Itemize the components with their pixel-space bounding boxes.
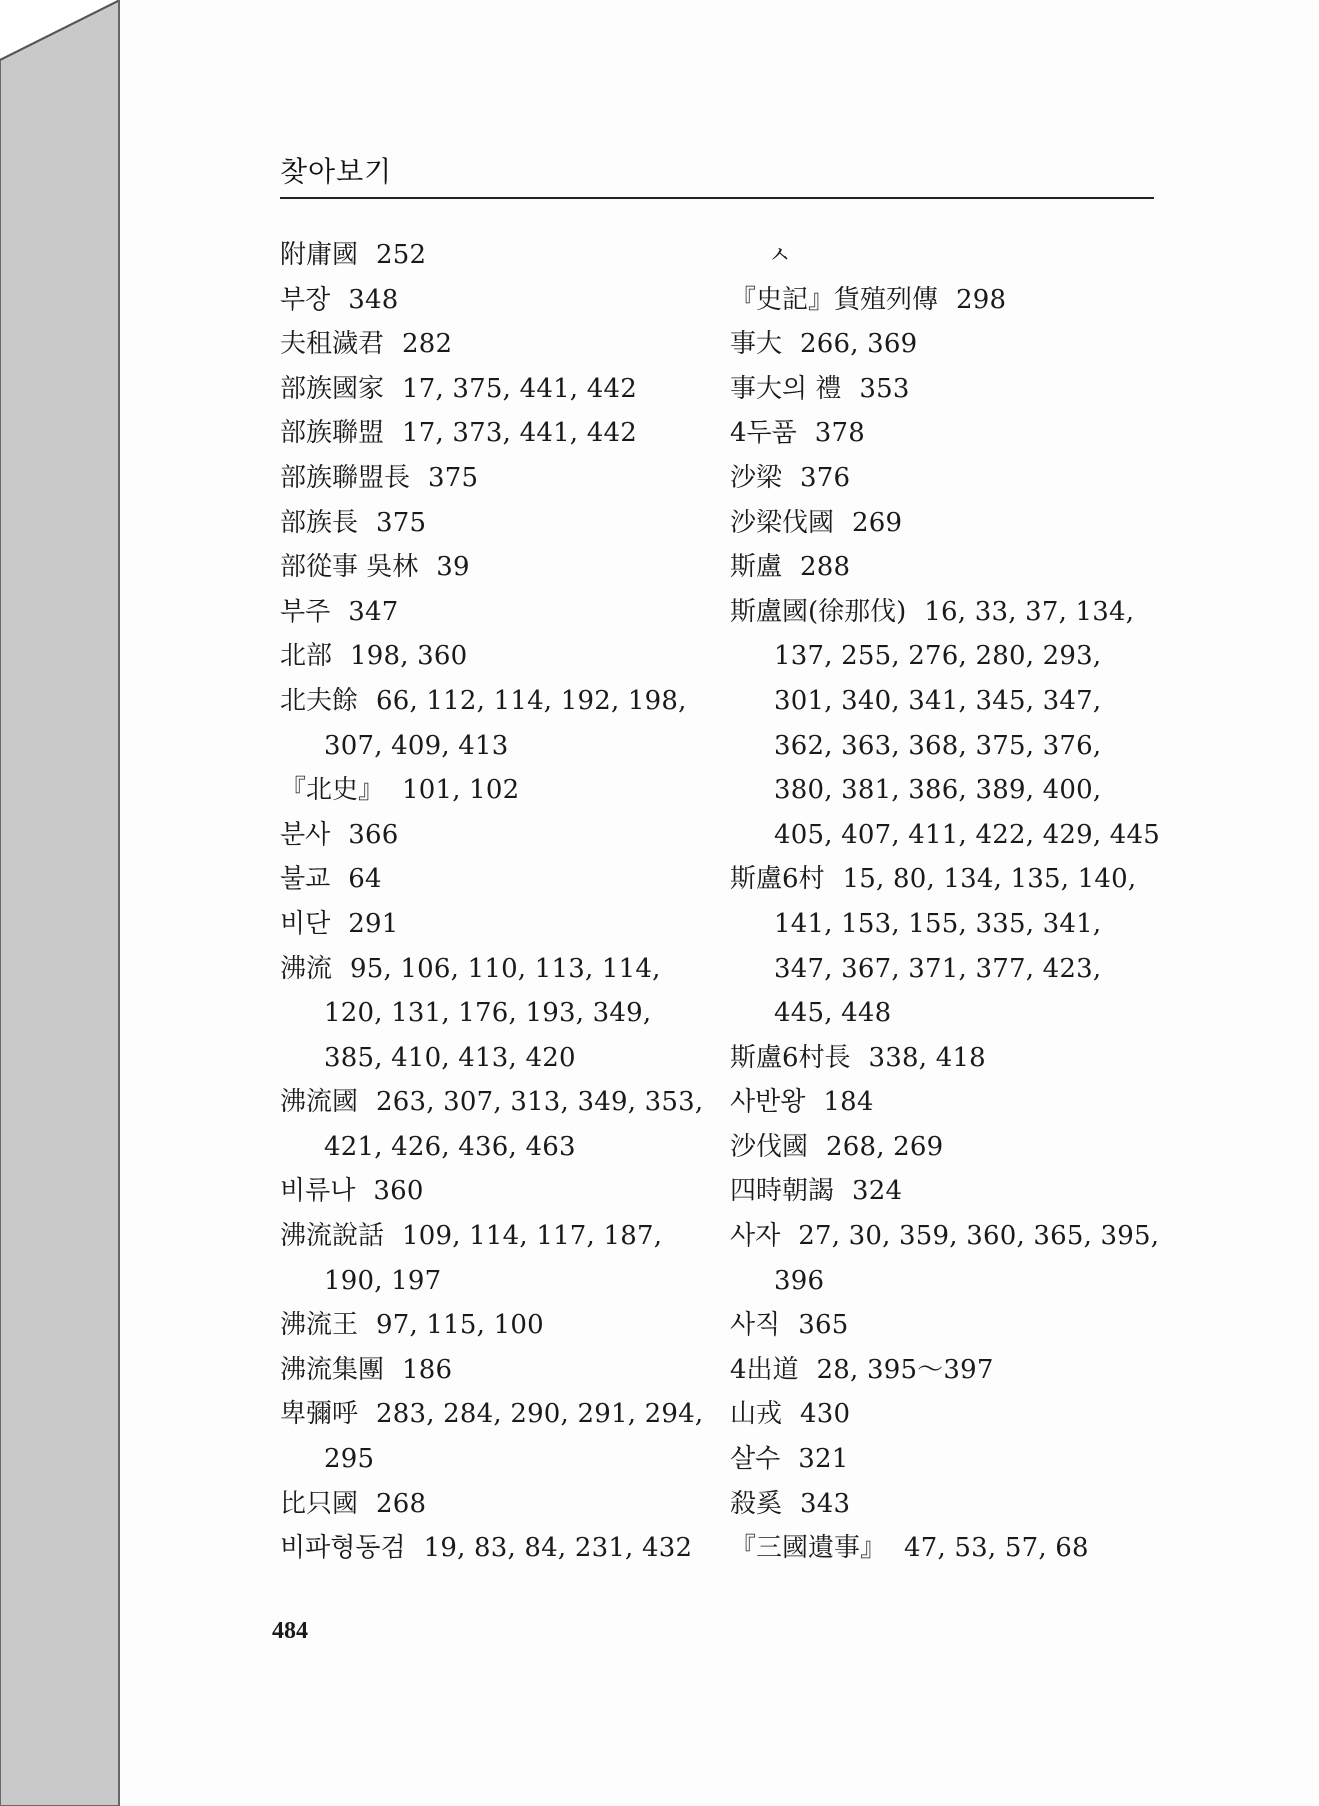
index-page-refs: 268 [376,1488,427,1519]
index-page-refs: 28, 395～397 [816,1354,994,1385]
index-entry [730,456,1160,501]
index-term: 사자 [730,1221,781,1252]
index-term: 部族聯盟 [280,418,385,449]
index-entry [280,456,710,501]
index-entry [730,545,1160,590]
index-page-refs: 64 [348,864,382,895]
index-entry [280,545,710,590]
index-entry [730,1214,1160,1303]
index-page-refs: 269 [852,507,903,538]
index-page-refs: 430 [800,1399,851,1430]
index-page-refs: 15, 80, 134, 135, 140, 141, 153, 155, 335, 341, 347, 367, 371, 377, 423, 445, 448 [774,864,1137,1029]
index-entry [280,367,710,412]
page-number: 484 [272,1618,308,1644]
index-term: 沸流集團 [280,1354,385,1385]
index-entry [280,1482,710,1527]
index-term: 斯盧 [730,552,783,583]
index-page-refs: 360 [373,1176,424,1207]
index-entry [730,1169,1160,1214]
index-term: 山戎 [730,1399,783,1430]
index-page-refs: 375 [428,462,479,493]
index-entry [730,411,1160,456]
index-term: 4두품 [730,418,797,449]
index-page-refs: 268, 269 [826,1131,944,1162]
index-entry [730,501,1160,546]
index-entry [280,768,710,813]
index-page-refs: 365 [798,1310,849,1341]
index-page-refs: 184 [823,1087,874,1118]
index-entry [730,1125,1160,1170]
index-entry [280,411,710,456]
index-term: 比只國 [280,1488,359,1519]
index-page-refs: 348 [348,284,399,315]
index-page-refs: 282 [402,329,453,360]
section-letter: ㅅ [768,241,792,269]
index-entry [280,233,710,278]
index-term: 部族聯盟長 [280,462,411,493]
index-page-refs: 347 [348,596,399,627]
index-term: 沙梁伐國 [730,507,835,538]
index-term: 沙梁 [730,462,783,493]
index-entry [280,813,710,858]
index-term: 부장 [280,284,331,315]
index-page-refs: 97, 115, 100 [376,1310,544,1341]
index-term: 事大 [730,329,783,360]
index-entry [730,278,1160,323]
index-entry [730,1526,1160,1571]
index-entry [280,1169,710,1214]
index-entry [730,1080,1160,1125]
index-page-refs: 366 [348,819,399,850]
index-entry [280,278,710,323]
index-entry [730,590,1160,858]
index-entry [730,367,1160,412]
index-term: 殺奚 [730,1488,783,1519]
right-column-entries [730,278,1160,1571]
index-page-refs: 266, 369 [800,329,918,360]
index-entry [280,590,710,635]
index-entry [280,501,710,546]
index-term: 事大의 禮 [730,373,842,404]
index-page-refs: 378 [814,418,866,449]
index-entry [280,634,710,679]
index-term: 비류나 [280,1176,356,1207]
index-page-refs: 288 [800,552,851,583]
index-entry [280,322,710,367]
index-page-refs: 16, 33, 37, 134, 137, 255, 276, 280, 293, 301, 340, 341, 345, 347, 362, 363, 368, 375, 376, 380, 381, 386, 389, 400, 405, 407, 411, 422, 429, 445 [774,596,1161,850]
index-entry [730,1348,1160,1393]
index-term: 살수 [730,1444,781,1475]
index-page-refs: 343 [800,1488,851,1519]
index-term: 사반왕 [730,1087,806,1118]
index-page-refs: 252 [376,240,427,270]
index-term: 卑彌呼 [280,1399,359,1430]
index-term: 斯盧6村長 [730,1042,851,1073]
index-term: 沸流王 [280,1310,359,1341]
index-page-refs: 27, 30, 359, 360, 365, 395, 396 [774,1221,1160,1296]
index-term: 『三國遺事』 [730,1533,887,1564]
index-page-refs: 263, 307, 313, 349, 353, 421, 426, 436, 463 [324,1087,704,1162]
index-term: 부주 [280,596,331,627]
index-term: 비단 [280,908,331,939]
index-entry [730,857,1160,1035]
index-term: 4出道 [730,1354,799,1385]
page-content [272,0,1180,1806]
index-page-refs: 95, 106, 110, 113, 114, 120, 131, 176, 193, 349, 385, 410, 413, 420 [324,953,661,1073]
index-term: 『史記』貨殖列傳 [730,284,939,315]
header-rule [280,197,1154,199]
index-entry [280,902,710,947]
index-column-left [280,233,710,1571]
index-entry [280,857,710,902]
index-page-refs: 198, 360 [350,641,468,672]
index-page-refs: 291 [348,908,399,939]
index-term: 夫租濊君 [280,329,385,360]
index-page-refs: 324 [852,1176,903,1207]
index-page-refs: 283, 284, 290, 291, 294, 295 [324,1399,704,1475]
running-head: 찾아보기 [280,155,393,188]
index-column-right [730,233,1160,1571]
index-entry [280,1080,710,1169]
index-page-refs: 39 [436,552,470,583]
index-page-refs: 17, 373, 441, 442 [402,418,637,449]
index-entry [280,679,710,768]
index-entry [280,947,710,1081]
index-entry [730,1437,1160,1482]
index-term: 附庸國 [280,240,359,270]
index-page-refs: 338, 418 [868,1042,986,1073]
index-page-refs: 298 [956,284,1007,315]
index-page-refs: 109, 114, 117, 187, 190, 197 [324,1221,663,1296]
index-term: 불교 [280,864,331,895]
index-page-refs: 375 [376,507,427,538]
index-term: 사직 [730,1310,781,1341]
index-term: 斯盧6村 [730,864,825,895]
index-entry [280,1214,710,1303]
index-page-refs: 353 [859,373,910,404]
index-term: 沸流國 [280,1087,359,1118]
index-term: 部族國家 [280,373,385,404]
index-entry [280,1348,710,1393]
index-page-refs: 47, 53, 57, 68 [904,1533,1089,1564]
index-page-refs: 186 [402,1354,453,1385]
book-spine [0,0,130,1806]
index-entry [280,1526,710,1571]
index-term: 沙伐國 [730,1131,809,1162]
index-term: 部族長 [280,507,359,538]
index-term: 沸流說話 [280,1221,385,1252]
index-term: 北夫餘 [280,685,359,716]
index-page-refs: 66, 112, 114, 192, 198, 307, 409, 413 [324,685,687,761]
index-term: 비파형동검 [280,1533,406,1564]
index-entry [280,1392,710,1481]
index-entry [730,322,1160,367]
index-page-refs: 17, 375, 441, 442 [402,373,637,404]
index-entry [730,1482,1160,1527]
index-entry [730,1392,1160,1437]
index-page [118,0,1319,1806]
index-term: 四時朝謁 [730,1176,835,1207]
index-term: 『北史』 [280,775,385,806]
index-entry [730,1303,1160,1348]
index-term: 部從事 吳林 [280,552,419,583]
index-term: 北部 [280,641,333,672]
index-page-refs: 321 [798,1444,849,1475]
index-term: 분사 [280,819,331,850]
index-page-refs: 19, 83, 84, 231, 432 [423,1533,693,1564]
index-page-refs: 376 [800,462,851,493]
index-entry [280,1303,710,1348]
index-entry [730,1036,1160,1081]
index-term: 沸流 [280,953,333,984]
index-term: 斯盧國(徐那伐) [730,596,907,627]
index-page-refs: 101, 102 [402,775,520,806]
